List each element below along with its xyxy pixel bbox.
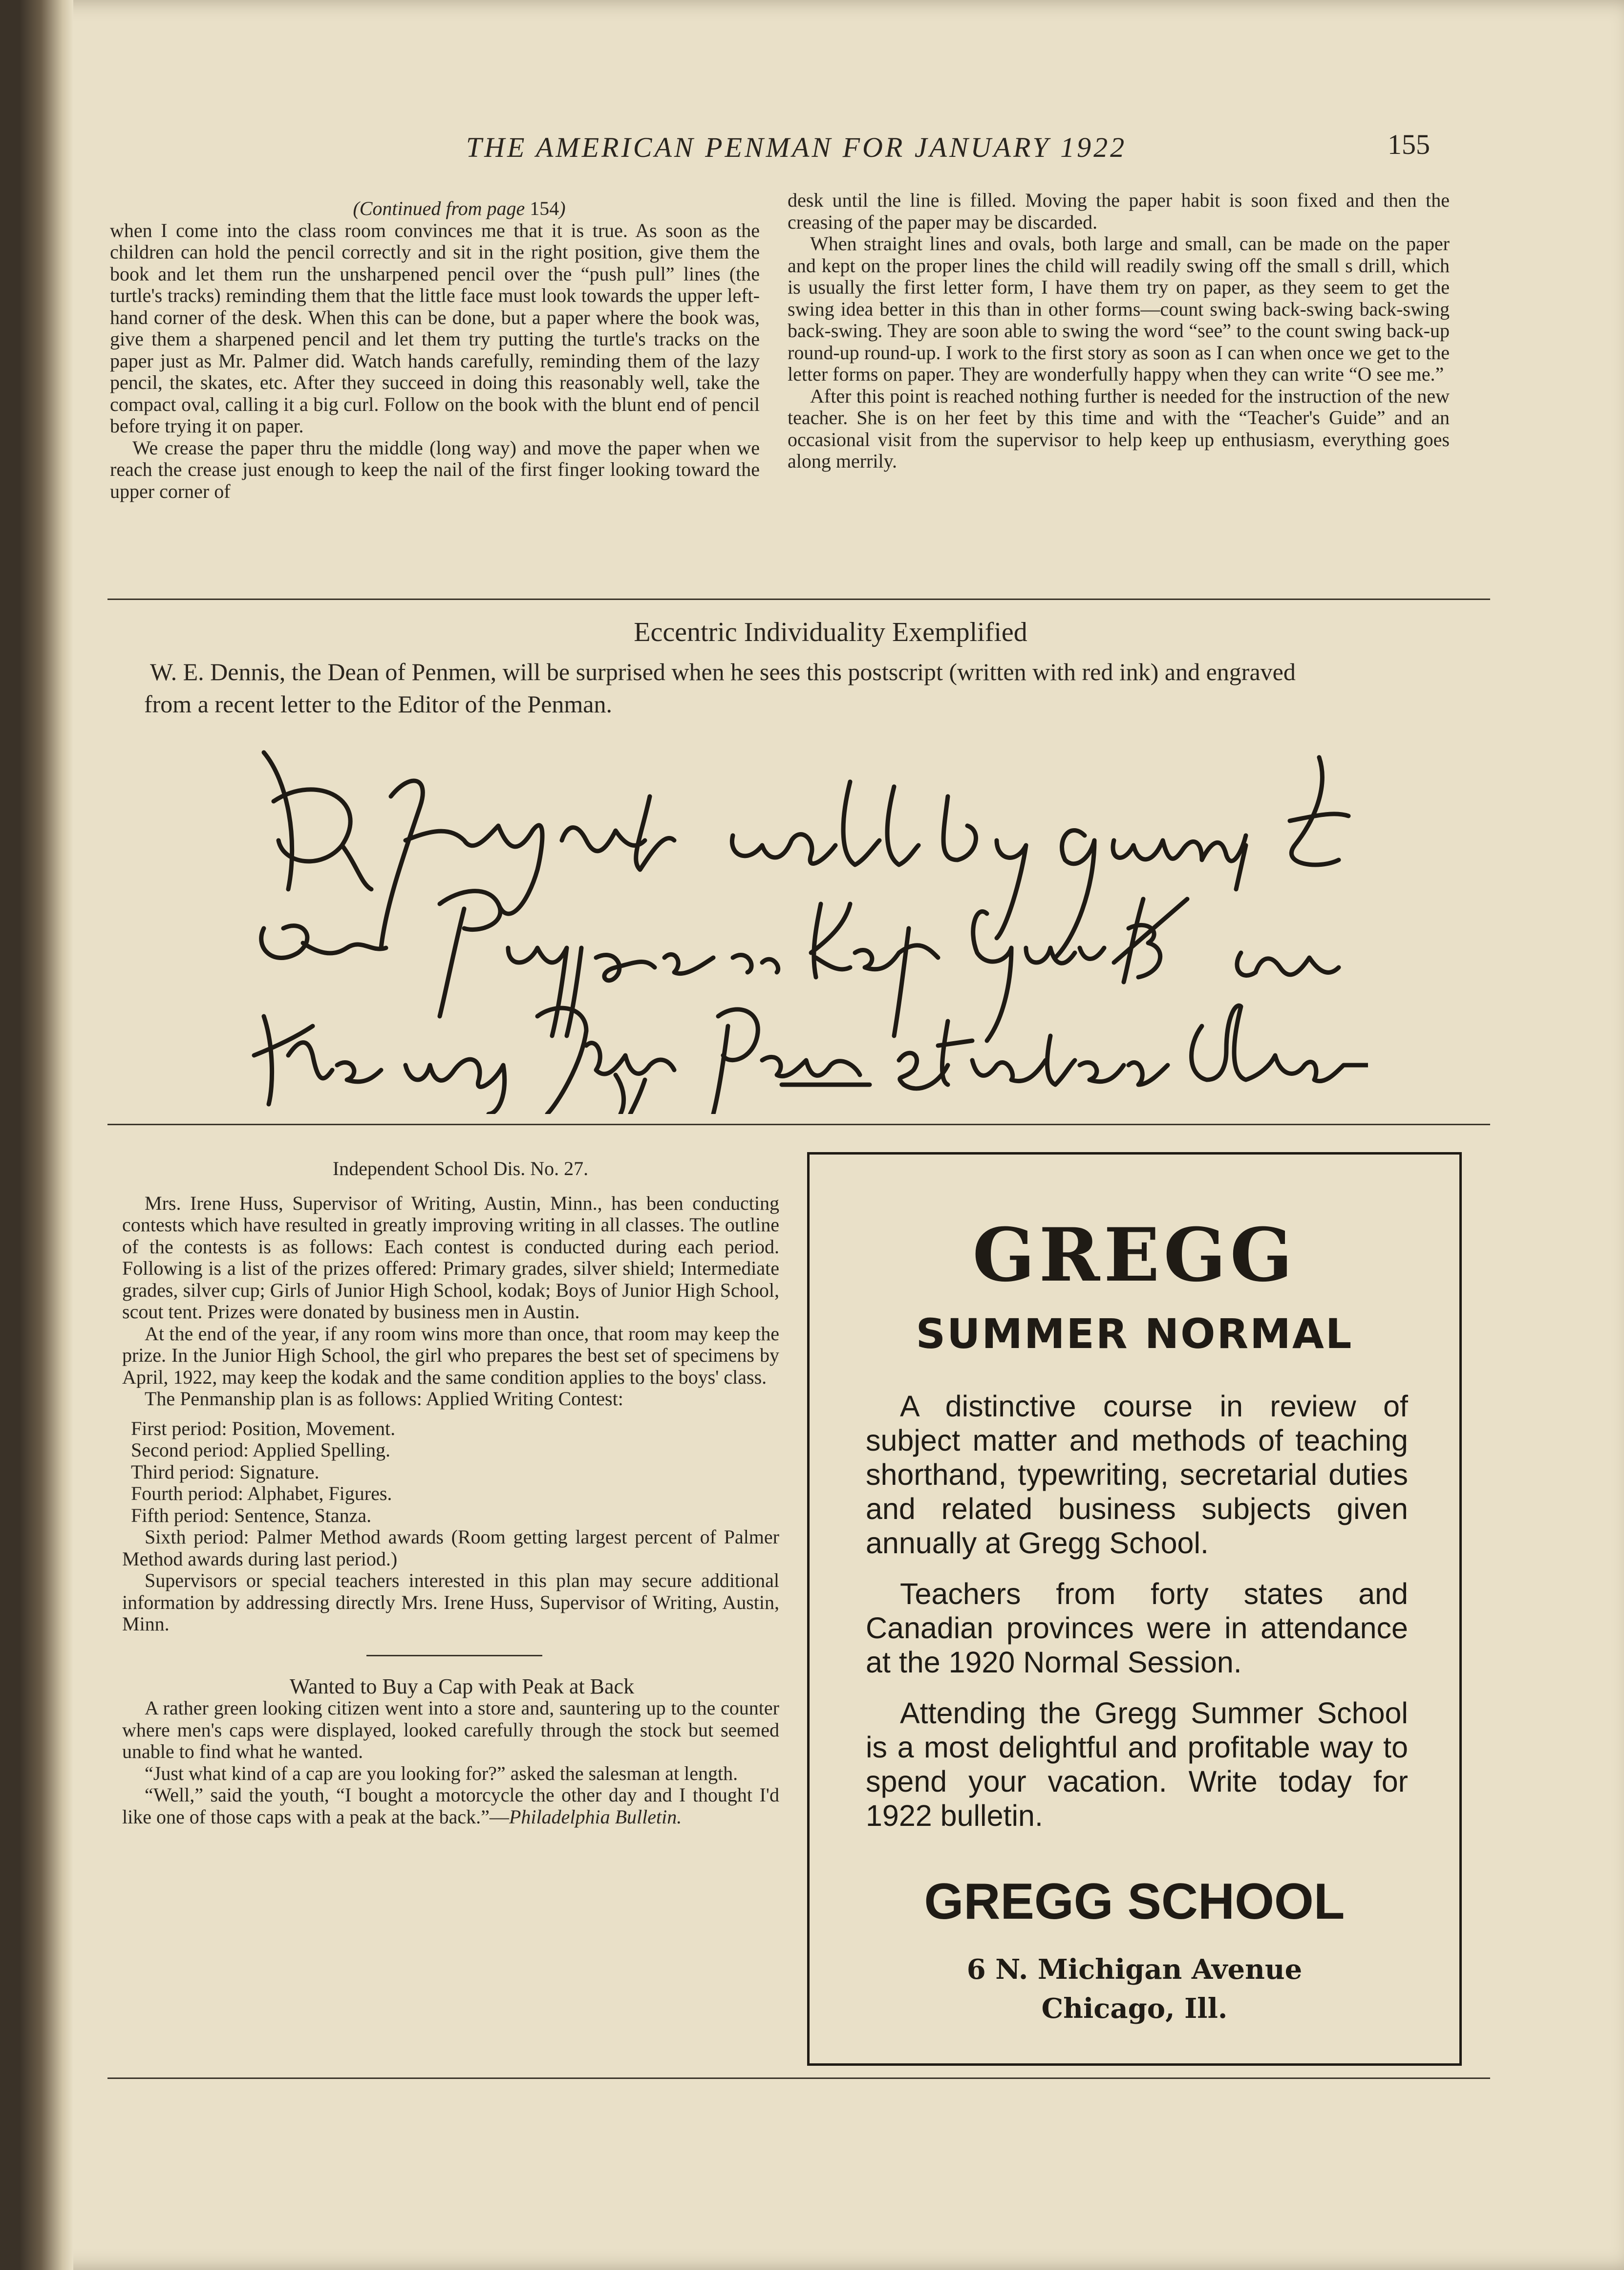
- ad-paragraph: Teachers from forty states and Canadian provinces were in attendance at the 1920 Normal Session.: [866, 1577, 1408, 1679]
- ad-address: 6 N. Michigan Avenue Chicago, Ill.: [966, 1953, 1303, 2025]
- wanted-source: Philadelphia Bulletin.: [509, 1805, 682, 1828]
- section-divider: [107, 1124, 1490, 1125]
- bottom-divider: [107, 2077, 1490, 2079]
- gregg-advertisement: [807, 1152, 1462, 2066]
- short-divider: [366, 1655, 542, 1656]
- wanted-heading: Wanted to Buy a Cap with Peak at Back: [289, 1674, 635, 1698]
- page-gutter-shadow: [20, 0, 73, 2270]
- eccentric-heading: Eccentric Individuality Exemplified: [634, 617, 1027, 647]
- running-title: THE AMERICAN PENMAN FOR JANUARY 1922: [466, 131, 1127, 163]
- ad-title: GREGG: [972, 1212, 1297, 1298]
- article-left-column: [110, 198, 760, 502]
- article-paragraph: desk until the line is filled. Moving the paper habit is soon fixed and then the creasing of the paper may be discarded.: [788, 189, 1450, 233]
- eccentric-intro: W. E. Dennis, the Dean of Penmen, will be surprised when he sees this postscript (written with red ink) and engraved from a recent letter to the Editor of the Penman.: [144, 658, 1296, 718]
- article-paragraph: After this point is reached nothing further is needed for the instruction of the new teacher. She is on her feet by this time and with the “Teacher's Guide” and an occasional visit from the supervisor to help keep up enthusiasm, everything goes along merrily.: [788, 385, 1450, 472]
- contest-period: First period: Position, Movement.: [131, 1417, 396, 1439]
- contest-period: Sixth period: Palmer Method awards (Room getting largest percent of Palmer Method awards during last period.): [122, 1526, 779, 1570]
- school-district-heading: Independent School Dis. No. 27.: [332, 1157, 589, 1179]
- article-paragraph: We crease the paper thru the middle (long way) and move the paper when we reach the crease just enough to keep the nail of the first finger looking toward the upper corner of: [110, 436, 760, 502]
- contest-period: Third period: Signature.: [131, 1460, 320, 1483]
- school-district-column: [122, 1158, 779, 1828]
- postscript-svg: [244, 743, 1368, 1114]
- ad-paragraph: Attending the Gregg Summer School is a most delightful and profitable way to spend your vacation. Write today for 1922 bulletin.: [866, 1696, 1408, 1832]
- wanted-paragraph: A rather green looking citizen went into a store and, sauntering up to the counter where men's caps were displayed, looked carefully through the stock but seemed unable to find what he wanted.: [122, 1697, 779, 1762]
- article-right-column: [788, 190, 1450, 472]
- continued-note: (Continued from page 154): [353, 197, 566, 219]
- wanted-paragraph: “Just what kind of a cap are you looking for?” asked the salesman at length.: [145, 1762, 738, 1784]
- contest-period: Fourth period: Alphabet, Figures.: [131, 1482, 392, 1504]
- ad-school-name: GREGG SCHOOL: [924, 1873, 1345, 1930]
- ad-subtitle: SUMMER NORMAL: [916, 1310, 1353, 1358]
- section-divider: [107, 599, 1490, 600]
- district-paragraph: Mrs. Irene Huss, Supervisor of Writing, Austin, Minn., has been conducting contests which have resulted in greatly improving writing in all classes. The outline of the contests is as follows: Each contest is conducted during each period. Following is a list of the prizes offered: Primary grades, silver shield; Intermediate grades, silver cup; Girls of Junior High School, kodak; Boys of Junior High School, scout tent. Prizes were donated by business men in Austin.: [122, 1192, 779, 1323]
- ad-body: [866, 1389, 1408, 1849]
- magazine-page: [20, 0, 1624, 2270]
- contest-period: Second period: Applied Spelling.: [131, 1439, 391, 1461]
- article-paragraph: when I come into the class room convinces me that it is true. As soon as the children can hold the pencil correctly and sit in the right position, give them the book and let them run the unsharpened pencil over the “push pull” lines (the turtle's tracks) reminding them that the little face must look towards the upper left-hand corner of the desk. When this can be done, but a paper where the book was, give them a sharpened pencil and let them try putting the turtle's tracks on the paper just as Mr. Palmer did. Watch hands carefully, reminding them of the lazy pencil, the skates, etc. After they succeed in doing this reasonably well, take the compact oval, calling it a big curl. Follow on the book with the blunt end of pencil before trying it on paper.: [110, 219, 760, 437]
- article-paragraph: When straight lines and ovals, both large and small, can be made on the paper and kept on the proper lines the child will readily swing off the small s drill, which is usually the first letter form, I have them try on paper, as they seem to get the swing idea better in this than in other forms—count swing back-swing back-swing back-swing. They are soon able to swing the word “see” to the count swing back-up round-up round-up. I work to the first story as soon as I can when once we get to the letter forms on paper. They are wonderfully happy when they can write “O see me.”: [788, 233, 1450, 385]
- district-paragraph: The Penmanship plan is as follows: Applied Writing Contest:: [145, 1388, 623, 1410]
- ad-paragraph: A distinctive course in review of subject matter and methods of teaching shorthand, typewriting, secretarial duties and related business subjects given annually at Gregg School.: [866, 1390, 1408, 1560]
- page-number: 155: [1388, 128, 1430, 160]
- district-paragraph: At the end of the year, if any room wins more than once, that room may keep the prize. In the Junior High School, the girl who prepares the best set of specimens by April, 1922, may keep the kodak and the same condition applies to the boys' class.: [122, 1322, 779, 1388]
- district-closing: Supervisors or special teachers interested in this plan may secure additional information by addressing directly Mrs. Irene Huss, Supervisor of Writing, Austin, Minn.: [122, 1569, 779, 1635]
- contest-period: Fifth period: Sentence, Stanza.: [131, 1504, 372, 1526]
- handwritten-postscript: [244, 743, 1368, 1114]
- wanted-paragraph: “Well,” said the youth, “I bought a motorcycle the other day and I thought I'd like one of those caps with a peak at the back.”—Philadelphia Bulletin.: [122, 1784, 779, 1828]
